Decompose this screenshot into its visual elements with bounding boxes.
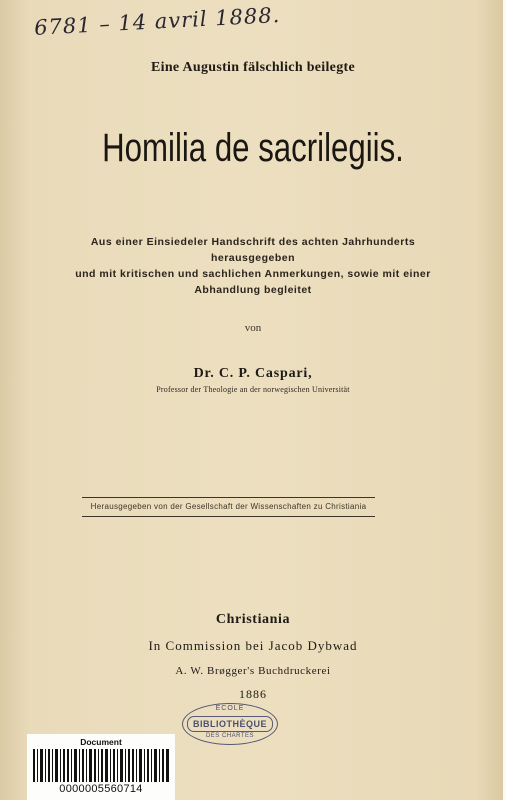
stamp-middle-text: BIBLIOTHÈQUE <box>187 716 273 732</box>
description-line: und mit kritischen und sachlichen Anmerkungen, sowie mit einer <box>75 268 431 280</box>
stamp-top-text: ÉCOLE <box>215 705 245 712</box>
publisher-commission: In Commission bei Jacob Dybwad <box>148 638 358 653</box>
barcode-icon <box>33 749 169 782</box>
stamp-bottom-text: DES CHARTES <box>205 733 255 739</box>
intro-line: Eine Augustin fälschlich beilegte <box>151 60 355 75</box>
society-line: Herausgegeben von der Gesellschaft der Wissenschaften zu Christiania <box>82 497 375 517</box>
description-line: Aus einer Einsiedeler Handschrift des achten Jahrhunderts herausgegeben <box>90 236 416 264</box>
description-line: Abhandlung begleitet <box>194 284 312 296</box>
barcode-title: Document <box>80 737 122 747</box>
description <box>50 234 456 298</box>
barcode-label <box>27 734 175 800</box>
barcode-number: 0000005560714 <box>59 783 143 795</box>
handwritten-note: 6781 – 14 avril 1888. <box>33 2 281 40</box>
author-profession: Professor der Theologie an der norwegischen Universität <box>156 385 350 394</box>
publication-city: Christiania <box>215 612 291 627</box>
author-name: Dr. C. P. Caspari, <box>193 366 313 381</box>
page-title: Homilia de sacrilegiis. <box>102 126 404 170</box>
printer-name: A. W. Brøgger's Buchdruckerei <box>175 665 331 677</box>
library-stamp <box>182 703 278 745</box>
publication-year: 1886 <box>239 687 267 701</box>
von-text: von <box>244 322 262 334</box>
